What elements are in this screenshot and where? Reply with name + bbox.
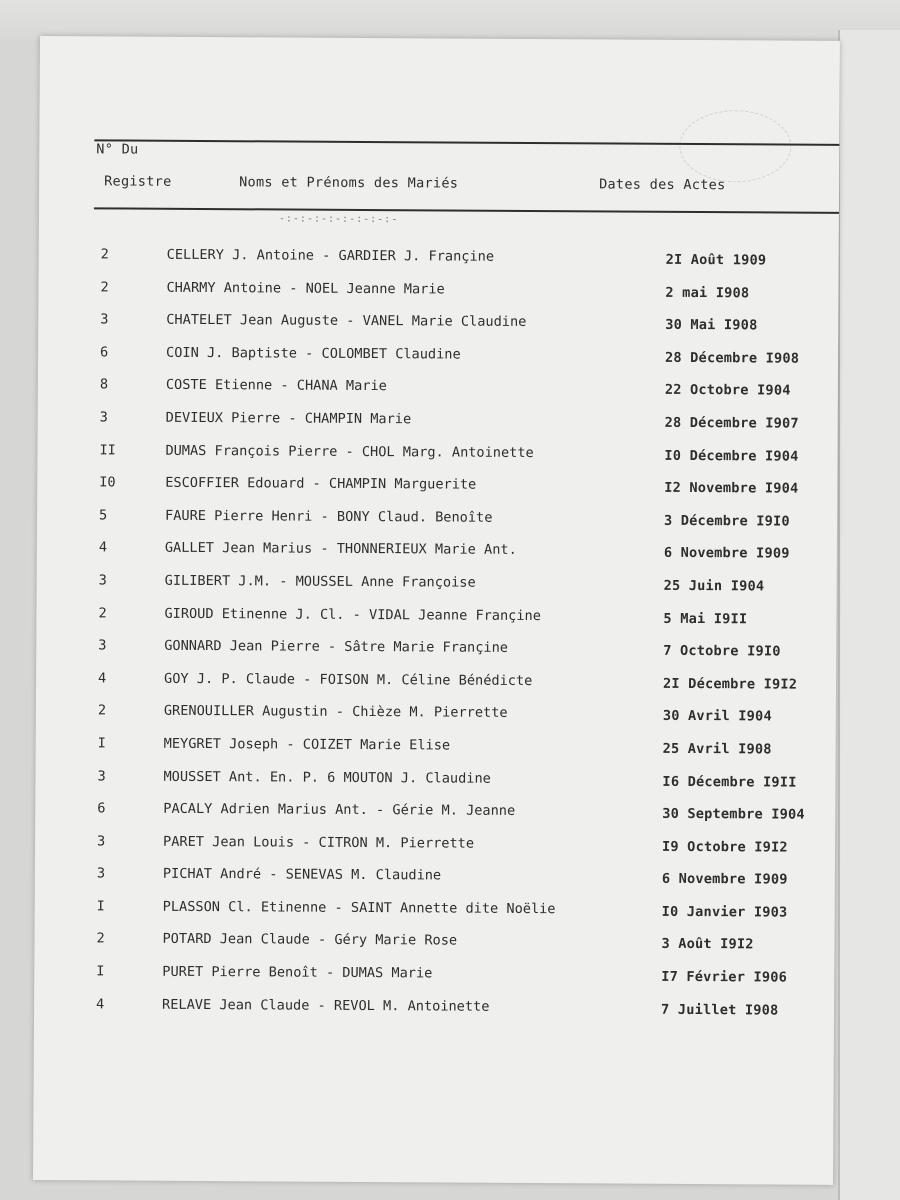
- list-item: [35, 800, 835, 837]
- registre-number: 4: [98, 670, 107, 687]
- list-item: [38, 376, 838, 413]
- list-item: [35, 898, 835, 935]
- spouses-names: GRENOUILLER Augustin - Chièze M. Pierrette: [163, 703, 508, 722]
- spouses-names: GIROUD Etinenne J. Cl. - VIDAL Jeanne Françine: [164, 605, 542, 624]
- act-date: 7 Octobre I9I0: [663, 642, 781, 660]
- registre-number: 2: [98, 604, 107, 621]
- act-date: 28 Décembre I907: [664, 414, 799, 432]
- act-date: 2I Août 1909: [665, 251, 767, 269]
- registre-number: 2: [96, 930, 105, 947]
- act-date: I9 Octobre I9I2: [662, 838, 788, 856]
- registre-number: 4: [98, 539, 108, 556]
- spouses-names: POTARD Jean Claude - Géry Marie Rose: [162, 931, 458, 950]
- marriage-register-list: [34, 246, 839, 1033]
- spouses-names: GILIBERT J.M. - MOUSSEL Anne Françoise: [164, 572, 476, 591]
- act-date: 7 Juillet I908: [661, 1001, 779, 1019]
- registre-number: 2: [100, 246, 109, 263]
- backdrop-top: [0, 0, 900, 40]
- registre-number: 2: [100, 278, 109, 296]
- list-item: [38, 409, 838, 446]
- registre-number: I0: [99, 474, 116, 491]
- list-item: [38, 311, 838, 348]
- spouses-names: COSTE Etienne - CHANA Marie: [165, 377, 387, 395]
- act-date: 22 Octobre I904: [664, 382, 791, 399]
- list-item: [34, 930, 834, 967]
- list-item: [37, 507, 837, 544]
- registre-number: 3: [97, 833, 106, 850]
- act-date: I0 Décembre I904: [664, 447, 799, 465]
- spouses-names: GOY J. P. Claude - FOISON M. Céline Bénédicte: [164, 670, 533, 689]
- registre-number: I: [96, 963, 105, 980]
- list-item: [36, 735, 836, 772]
- list-item: [35, 865, 835, 902]
- registre-number: 3: [97, 767, 106, 784]
- spouses-names: DUMAS François Pierre - CHOL Marg. Antoinette: [165, 442, 534, 461]
- list-item: [38, 344, 838, 381]
- spouses-names: GONNARD Jean Pierre - Sâtre Marie Françine: [164, 637, 509, 656]
- registre-number: 3: [96, 865, 106, 882]
- list-item: [39, 246, 839, 283]
- spouses-names: DEVIEUX Pierre - CHAMPIN Marie: [165, 409, 412, 428]
- registre-number: 6: [100, 344, 109, 361]
- spouses-names: PARET Jean Louis - CITRON M. Pierrette: [163, 833, 475, 852]
- act-date: 3 Août I9I2: [661, 936, 754, 953]
- list-item: [36, 637, 836, 674]
- registre-number: 6: [97, 800, 106, 817]
- spouses-names: PICHAT André - SENEVAS M. Claudine: [162, 866, 442, 884]
- list-item: [37, 539, 837, 576]
- header-registre: Registre: [104, 173, 172, 190]
- list-item: [34, 996, 834, 1033]
- list-item: [36, 605, 836, 642]
- ornamental-divider: -:-:-:-:-:-:-:-:-: [278, 213, 399, 226]
- spouses-names: CHATELET Jean Auguste - VANEL Marie Claudine: [166, 311, 527, 331]
- adjacent-page-edge: [838, 30, 900, 1200]
- act-date: I2 Novembre I904: [664, 479, 799, 497]
- spouses-names: CELLERY J. Antoine - GARDIER J. Françine: [166, 246, 495, 265]
- act-date: 25 Avril I908: [662, 740, 772, 758]
- registre-number: 5: [99, 507, 108, 524]
- spouses-names: MEYGRET Joseph - COIZET Marie Elise: [163, 735, 451, 754]
- registre-number: I: [97, 735, 106, 752]
- spouses-names: PACALY Adrien Marius Ant. - Gérie M. Jeanne: [163, 800, 516, 820]
- act-date: 5 Mai I9II: [663, 610, 748, 627]
- registre-number: 3: [100, 311, 109, 328]
- spouses-names: PURET Pierre Benoît - DUMAS Marie: [162, 963, 433, 982]
- registre-number: 3: [99, 409, 108, 426]
- act-date: 3 Décembre I9I0: [664, 512, 790, 530]
- list-item: [37, 474, 837, 511]
- header-names: Noms et Prénoms des Mariés: [239, 174, 459, 192]
- list-item: [35, 833, 835, 870]
- act-date: I7 Février I906: [661, 968, 788, 986]
- list-item: [37, 442, 837, 479]
- registre-number: 4: [96, 996, 105, 1013]
- registre-number: II: [99, 441, 116, 459]
- list-item: [35, 767, 835, 804]
- document-page: [33, 36, 840, 1185]
- act-date: 6 Novembre I909: [661, 871, 788, 888]
- act-date: 6 Novembre I909: [663, 545, 790, 562]
- registre-number: 2: [97, 702, 107, 719]
- faded-stamp: [679, 110, 791, 183]
- header-rule-bottom: [94, 207, 839, 214]
- spouses-names: RELAVE Jean Claude - REVOL M. Antoinette: [162, 996, 490, 1015]
- registre-number: 3: [98, 637, 107, 654]
- spouses-names: FAURE Pierre Henri - BONY Claud. Benoîte: [165, 507, 493, 526]
- header-number: N° Du: [96, 141, 139, 158]
- list-item: [36, 670, 836, 707]
- act-date: I0 Janvier I903: [661, 903, 788, 921]
- list-item: [34, 963, 834, 1000]
- spouses-names: PLASSON Cl. Etinenne - SAINT Annette dite Noëlie: [162, 898, 556, 918]
- act-date: 2 mai I908: [665, 284, 750, 301]
- spouses-names: MOUSSET Ant. En. P. 6 MOUTON J. Claudine: [163, 768, 491, 787]
- act-date: 30 Avril I904: [662, 708, 772, 725]
- registre-number: 8: [99, 376, 109, 393]
- list-item: [36, 702, 836, 739]
- spouses-names: COIN J. Baptiste - COLOMBET Claudine: [166, 344, 461, 363]
- act-date: 28 Décembre I908: [664, 349, 800, 367]
- list-item: [37, 572, 837, 609]
- act-date: 25 Juin I904: [663, 577, 765, 595]
- act-date: I6 Décembre I9II: [662, 773, 797, 791]
- spouses-names: ESCOFFIER Edouard - CHAMPIN Marguerite: [165, 474, 477, 493]
- spouses-names: CHARMY Antoine - NOEL Jeanne Marie: [166, 279, 445, 298]
- act-date: 30 Mai I908: [665, 317, 758, 334]
- act-date: 2I Décembre I9I2: [663, 675, 798, 693]
- registre-number: I: [96, 898, 105, 915]
- header-dates: Dates des Actes: [599, 176, 726, 194]
- list-item: [38, 279, 838, 316]
- registre-number: 3: [98, 572, 107, 589]
- act-date: 30 Septembre I904: [662, 805, 805, 823]
- spouses-names: GALLET Jean Marius - THONNERIEUX Marie Ant.: [164, 540, 517, 559]
